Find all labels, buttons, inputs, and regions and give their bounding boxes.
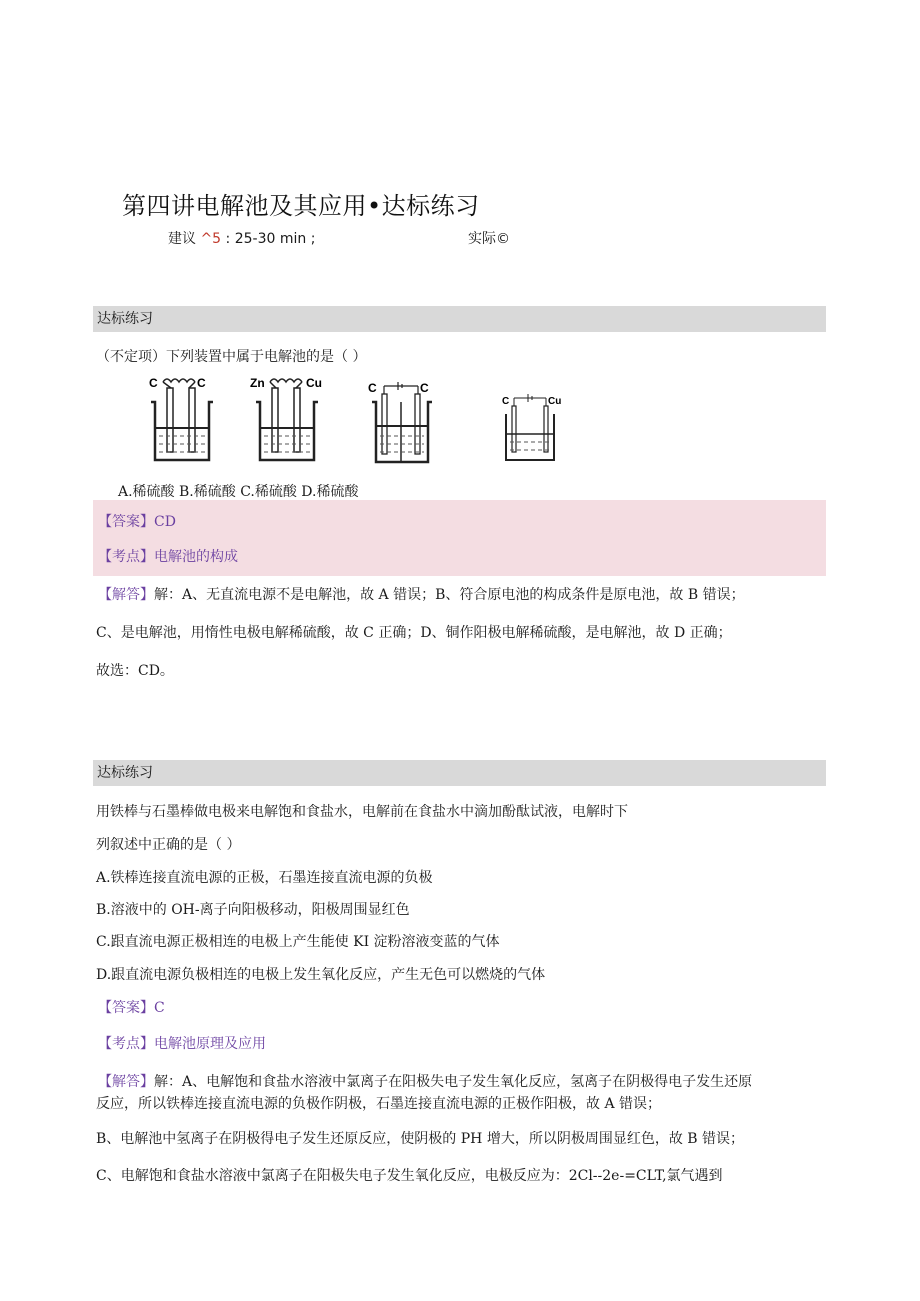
suggested-time-value: : 25-30 min ; bbox=[225, 231, 316, 247]
explain-1-line-2: C、是电解池，用惰性电极电解稀硫酸，故 C 正确；D、铜作阳极电解稀硫酸，是电解池，故 D 正确； bbox=[96, 625, 732, 641]
explain-2-line-1 bbox=[98, 1071, 752, 1091]
answer-label: 【答案】 bbox=[98, 1000, 154, 1016]
answer-label: 【答案】 bbox=[98, 514, 154, 530]
electrolysis-device-d bbox=[498, 390, 568, 468]
answer-value: C bbox=[154, 1000, 165, 1016]
point-value: 电解池的构成 bbox=[154, 549, 238, 565]
option-c: C.跟直流电源正极相连的电极上产生能使 KI 淀粉溶液变蓝的气体 bbox=[96, 934, 500, 950]
device-b-left-label: Zn bbox=[250, 376, 265, 390]
question-2-line-2: 列叙述中正确的是（ ） bbox=[96, 837, 241, 853]
device-options: A.稀硫酸 B.稀硫酸 C.稀硫酸 D.稀硫酸 bbox=[118, 484, 359, 500]
electrolysis-device-c bbox=[366, 378, 438, 470]
device-c-left-label: C bbox=[368, 381, 377, 395]
explain-1-line-1 bbox=[98, 584, 745, 604]
device-a-left-label: C bbox=[149, 376, 158, 390]
option-b: B.溶液中的 OH-离子向阳极移动，阳极周围显红色 bbox=[96, 902, 410, 918]
point-label: 【考点】 bbox=[98, 1036, 154, 1052]
device-c-right-label: C bbox=[420, 381, 429, 395]
suggested-time-label: 建议 bbox=[168, 231, 196, 247]
option-d: D.跟直流电源负极相连的电极上发生氧化反应，产生无色可以燃烧的气体 bbox=[96, 967, 546, 983]
page-title: 第四讲电解池及其应用•达标练习 bbox=[122, 192, 480, 220]
question-1: （不定项）下列装置中属于电解池的是（ ） bbox=[96, 349, 367, 365]
question-2-line-1: 用铁棒与石墨棒做电极来电解饱和食盐水，电解前在食盐水中滴加酚酞试液，电解时下 bbox=[96, 804, 628, 820]
electrolysis-device-b bbox=[248, 374, 328, 470]
point-line-1 bbox=[98, 546, 238, 566]
electrolysis-device-a bbox=[145, 374, 225, 470]
option-a: A.铁棒连接直流电源的正极，石墨连接直流电源的负极 bbox=[96, 870, 433, 886]
device-d-left-label: C bbox=[502, 396, 510, 407]
explain-label: 【解答】 bbox=[98, 587, 154, 603]
actual-time: 实际© bbox=[468, 231, 510, 247]
explain-1-line-3: 故选：CD。 bbox=[96, 663, 174, 679]
suggested-time bbox=[168, 228, 315, 248]
answer-value: CD bbox=[154, 514, 176, 530]
point-value: 电解池原理及应用 bbox=[154, 1036, 266, 1052]
section-bar-1: 达标练习 bbox=[93, 306, 826, 332]
device-a-right-label: C bbox=[197, 376, 206, 390]
suggested-time-mark: ^5 bbox=[200, 231, 222, 247]
explain-2-line-2: 反应，所以铁棒连接直流电源的负极作阴极，石墨连接直流电源的正极作阳极，故 A 错误； bbox=[96, 1096, 662, 1112]
answer-line-1 bbox=[98, 511, 176, 531]
device-b-right-label: Cu bbox=[306, 376, 322, 390]
explain-2-line-3: B、电解池中氢离子在阴极得电子发生还原反应，使阴极的 PH 增大，所以阴极周围显红色，故 B 错误； bbox=[96, 1131, 745, 1147]
point-line-2 bbox=[98, 1033, 266, 1053]
section-bar-2: 达标练习 bbox=[93, 760, 826, 786]
explain-label: 【解答】 bbox=[98, 1074, 154, 1090]
answer-line-2 bbox=[98, 997, 165, 1017]
explain-text: 解：A、电解饱和食盐水溶液中氯离子在阳极失电子发生氧化反应，氢离子在阴极得电子发生还原 bbox=[154, 1074, 753, 1090]
explain-2-line-4: C、电解饱和食盐水溶液中氯离子在阳极失电子发生氧化反应，电极反应为：2Cl--2e-=CLT,氯气遇到 bbox=[96, 1168, 723, 1184]
explain-text: 解：A、无直流电源不是电解池，故 A 错误；B、符合原电池的构成条件是原电池，故 B 错误； bbox=[154, 587, 745, 603]
point-label: 【考点】 bbox=[98, 549, 154, 565]
device-d-right-label: Cu bbox=[548, 396, 562, 407]
